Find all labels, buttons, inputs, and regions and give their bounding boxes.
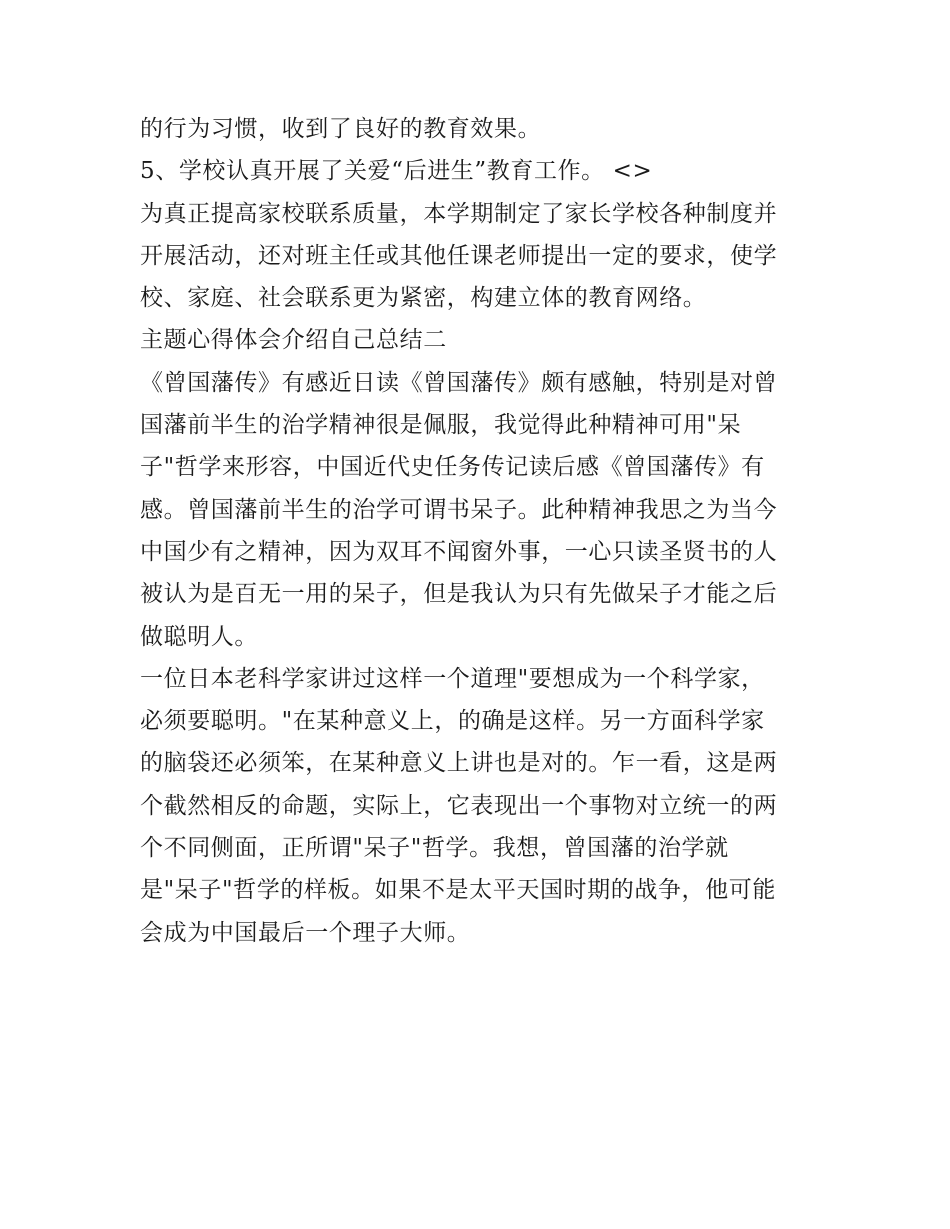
text-line: 感。曾国藩前半生的治学可谓书呆子。此种精神我思之为当今 <box>140 496 778 523</box>
text-line: 是"呆子"哲学的样板。如果不是太平天国时期的战争，他可能 <box>140 877 776 904</box>
text-line: 个截然相反的命题，实际上，它表现出一个事物对立统一的两 <box>140 792 778 819</box>
text-line: 开展活动，还对班主任或其他任课老师提出一定的要求，使学 <box>140 242 778 269</box>
text-line: 的脑袋还必须笨，在某种意义上讲也是对的。乍一看，这是两 <box>140 750 778 777</box>
text-line: 校、家庭、社会联系更为紧密，构建立体的教育网络。 <box>140 285 707 312</box>
text-line: 5、学校认真开展了关爱“后进生”教育工作。 <> <box>140 158 653 185</box>
document-body <box>140 108 820 954</box>
text-line: 子"哲学来形容，中国近代史任务传记读后感《曾国藩传》有 <box>140 454 765 481</box>
text-line: 《曾国藩传》有感近日读《曾国藩传》颇有感触，特别是对曾 <box>140 369 778 396</box>
text-line: 为真正提高家校联系质量，本学期制定了家长学校各种制度并 <box>140 200 778 227</box>
text-line: 一位日本老科学家讲过这样一个道理"要想成为一个科学家， <box>140 665 765 692</box>
text-line: 做聪明人。 <box>140 623 258 650</box>
text-line: 个不同侧面，正所谓"呆子"哲学。我想，曾国藩的治学就 <box>140 835 729 862</box>
text-line: 的行为习惯，收到了良好的教育效果。 <box>140 116 542 142</box>
text-line: 国藩前半生的治学精神很是佩服，我觉得此种精神可用"呆 <box>140 412 742 439</box>
section-heading: 主题心得体会介绍自己总结二 <box>140 327 447 354</box>
text-line: 会成为中国最后一个理子大师。 <box>140 919 471 946</box>
text-line: 被认为是百无一用的呆子，但是我认为只有先做呆子才能之后 <box>140 581 778 608</box>
text-line: 必须要聪明。"在某种意义上，的确是这样。另一方面科学家 <box>140 708 765 735</box>
text-line: 中国少有之精神，因为双耳不闻窗外事，一心只读圣贤书的人 <box>140 538 778 565</box>
